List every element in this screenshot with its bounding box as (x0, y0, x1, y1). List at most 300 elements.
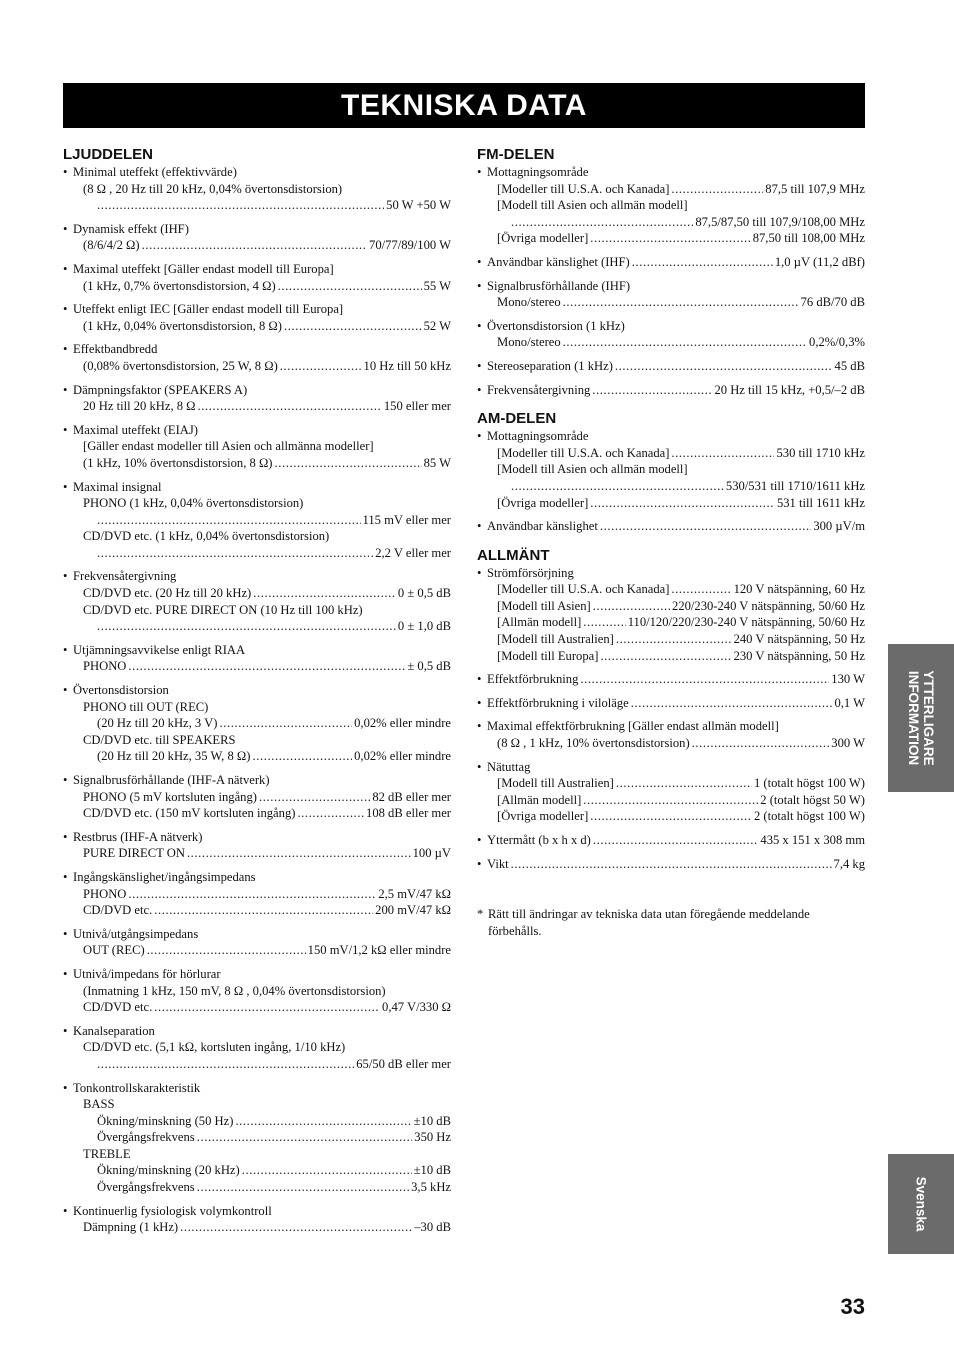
spec-value: 20 Hz till 15 kHz, +0,5/–2 dB (714, 382, 865, 397)
spec-line (477, 759, 865, 776)
spec-value: 0,02% eller mindre (354, 749, 451, 764)
dot-leader (147, 942, 306, 959)
bullet-icon: • (63, 1023, 68, 1038)
spec-value: 220/230-240 V nätspänning, 50/60 Hz (672, 598, 865, 613)
spec-line (477, 382, 865, 399)
spec-line (63, 715, 451, 732)
spec-line (477, 164, 865, 181)
bullet-icon: • (63, 261, 68, 276)
spec-line (63, 358, 451, 375)
dot-leader (280, 358, 362, 375)
spec-line (63, 495, 451, 512)
spec-line (63, 1219, 451, 1236)
dot-leader (219, 715, 352, 732)
spec-value: 530 till 1710 kHz (776, 445, 865, 460)
spec-line (477, 631, 865, 648)
spec-line (63, 341, 451, 358)
spec-line (63, 181, 451, 198)
spec-label: [Modell till Europa] (497, 648, 599, 663)
spec-line (63, 568, 451, 585)
section-heading: AM-DELEN (477, 410, 557, 428)
spec-line (477, 445, 865, 462)
spec-line (63, 278, 451, 295)
spec-item (477, 254, 865, 271)
spec-line (477, 230, 865, 247)
spec-label: [Modell till Australien] (497, 632, 614, 647)
dot-leader (297, 805, 364, 822)
bullet-icon: • (63, 966, 68, 981)
spec-label: Mono/stereo (497, 295, 561, 310)
spec-label: Övertonsdistorsion (1 kHz) (487, 318, 625, 333)
dot-leader (180, 1219, 412, 1236)
spec-value: 350 Hz (414, 1130, 451, 1145)
dot-leader (563, 294, 799, 311)
dot-leader (563, 334, 807, 351)
tab-label-line-1: YTTERLIGARE (921, 670, 936, 766)
spec-label: BASS (83, 1097, 115, 1112)
spec-label: Strömförsörjning (487, 565, 574, 580)
spec-line (477, 856, 865, 873)
bullet-icon: • (63, 773, 68, 787)
spec-label: Maximal uteffekt [Gäller endast modell till Europa] (73, 261, 334, 276)
spec-value: 87,5/87,50 till 107,9/108,00 MHz (695, 214, 865, 229)
spec-value: ± 0,5 dB (407, 659, 451, 674)
spec-value: 110/120/220/230-240 V nätspänning, 50/60 Hz (627, 615, 865, 630)
bullet-icon: • (477, 719, 482, 734)
spec-value: 0,2%/0,3% (809, 335, 865, 350)
footnote-marker: * (477, 907, 484, 922)
spec-item (477, 718, 865, 751)
dot-leader (97, 197, 384, 214)
spec-line (63, 999, 451, 1016)
bullet-icon: • (477, 695, 482, 710)
section-heading: FM-DELEN (477, 146, 555, 163)
dot-leader (154, 999, 380, 1016)
spec-value: 150 eller mer (383, 399, 451, 414)
spec-line (63, 886, 451, 903)
spec-line (477, 461, 865, 478)
spec-item (63, 301, 451, 334)
spec-label: CD/DVD etc. (150 mV kortsluten ingång) (83, 806, 296, 821)
spec-line (63, 748, 451, 765)
spec-label: [Allmän modell] (497, 615, 582, 630)
spec-label: (Inmatning 1 kHz, 150 mV, 8 Ω , 0,04% övertonsdistorsion) (83, 983, 386, 998)
spec-value: 0 ± 1,0 dB (397, 619, 451, 634)
dot-leader (154, 902, 373, 919)
spec-line (63, 658, 451, 675)
bullet-icon: • (63, 479, 68, 494)
dot-leader (631, 695, 833, 712)
spec-line (477, 581, 865, 598)
spec-item (63, 221, 451, 254)
spec-line (63, 1113, 451, 1130)
spec-value: 300 W (831, 736, 865, 751)
spec-label: [Övriga modeller] (497, 495, 589, 510)
section-tab-additional-info (888, 644, 954, 792)
bullet-icon: • (63, 382, 68, 397)
spec-line (477, 478, 865, 495)
spec-item (477, 358, 865, 375)
spec-value: 82 dB eller mer (372, 789, 451, 804)
spec-label: Dämpning (1 kHz) (83, 1220, 179, 1235)
spec-line (63, 301, 451, 318)
spec-line (477, 735, 865, 752)
dot-leader (278, 278, 422, 295)
language-tab (888, 1154, 954, 1254)
spec-value: ±10 dB (413, 1163, 451, 1178)
spec-value: 130 W (831, 672, 865, 687)
spec-label: (20 Hz till 20 kHz, 35 W, 8 Ω) (97, 749, 251, 764)
dot-leader (590, 495, 775, 512)
spec-value: 230 V nätspänning, 50 Hz (733, 648, 865, 663)
dot-leader (580, 671, 829, 688)
spec-item (63, 568, 451, 634)
spec-item (63, 1023, 451, 1073)
spec-label: Utnivå/impedans för hörlurar (73, 966, 221, 981)
spec-line (63, 642, 451, 659)
spec-item (477, 518, 865, 535)
spec-line (477, 808, 865, 825)
spec-line (63, 1146, 451, 1163)
spec-value: 55 W (423, 278, 451, 293)
spec-line (477, 214, 865, 231)
spec-value: 0,1 W (834, 695, 865, 710)
spec-line (63, 1056, 451, 1073)
spec-line (477, 648, 865, 665)
bullet-icon: • (477, 672, 482, 687)
spec-label: CD/DVD etc. (83, 1000, 153, 1015)
dot-leader (632, 254, 773, 271)
spec-value: ±10 dB (413, 1113, 451, 1128)
spec-line (477, 671, 865, 688)
spec-label: Dämpningsfaktor (SPEAKERS A) (73, 382, 248, 397)
spec-value: 7,4 kg (833, 856, 865, 871)
footnote-line-2: förbehålls. (488, 923, 542, 938)
spec-value: 531 till 1611 kHz (776, 495, 865, 510)
spec-label: [Modeller till U.S.A. och Kanada] (497, 445, 670, 460)
spec-label: Maximal uteffekt (EIAJ) (73, 422, 198, 437)
spec-item (477, 832, 865, 849)
spec-line (63, 512, 451, 529)
spec-label: Ökning/minskning (20 kHz) (97, 1163, 240, 1178)
dot-leader (142, 237, 367, 254)
bullet-icon: • (63, 829, 68, 844)
spec-line (477, 428, 865, 445)
spec-label: CD/DVD etc. (20 Hz till 20 kHz) (83, 586, 252, 601)
spec-value: 120 V nätspänning, 60 Hz (733, 582, 865, 597)
spec-label: Övertonsdistorsion (73, 683, 169, 698)
spec-label: CD/DVD etc. (1 kHz, 0,04% övertonsdistorsion) (83, 529, 330, 544)
dot-leader (284, 318, 422, 335)
spec-line (477, 598, 865, 615)
spec-label: Utjämningsavvikelse enligt RIAA (73, 642, 246, 657)
spec-line (63, 732, 451, 749)
spec-line (63, 422, 451, 439)
spec-line (477, 278, 865, 295)
spec-label: TREBLE (83, 1146, 131, 1161)
spec-label: (20 Hz till 20 kHz, 3 V) (97, 716, 218, 731)
spec-label: [Modeller till U.S.A. och Kanada] (497, 181, 670, 196)
dot-leader (615, 358, 833, 375)
bullet-icon: • (63, 165, 68, 179)
spec-line (63, 983, 451, 1000)
spec-line (63, 398, 451, 415)
bullet-icon: • (63, 221, 68, 236)
dot-leader (252, 748, 352, 765)
bullet-icon: • (477, 565, 482, 580)
spec-line (477, 181, 865, 198)
spec-line (63, 1023, 451, 1040)
spec-line (63, 1080, 451, 1097)
spec-value: 2,5 mV/47 kΩ (378, 886, 451, 901)
spec-label: CD/DVD etc. (83, 903, 153, 918)
spec-line (477, 614, 865, 631)
spec-value: 3,5 kHz (411, 1180, 451, 1195)
dot-leader (97, 1056, 354, 1073)
spec-line (63, 528, 451, 545)
spec-line (477, 197, 865, 214)
spec-item (63, 926, 451, 959)
dot-leader (187, 845, 411, 862)
spec-line (63, 1162, 451, 1179)
spec-line (63, 845, 451, 862)
spec-label: [Allmän modell] (497, 792, 582, 807)
spec-item (63, 479, 451, 562)
page-number: 33 (840, 1294, 865, 1319)
spec-line (477, 718, 865, 735)
spec-label: PHONO (83, 886, 127, 901)
spec-item (63, 341, 451, 374)
spec-item (477, 695, 865, 712)
spec-label: (8/6/4/2 Ω) (83, 238, 140, 253)
spec-line (63, 699, 451, 716)
bullet-icon: • (477, 382, 482, 397)
spec-value: 115 mV eller mer (362, 512, 451, 527)
spec-label: Effektförbrukning i viloläge (487, 695, 629, 710)
spec-value: 85 W (423, 455, 451, 470)
spec-value: 2,2 V eller mer (375, 545, 451, 560)
spec-item (63, 772, 451, 822)
bullet-icon: • (477, 856, 482, 871)
spec-label: Mottagningsområde (487, 429, 589, 444)
dot-leader (198, 398, 382, 415)
bullet-icon: • (63, 302, 68, 317)
spec-value: 87,50 till 108,00 MHz (752, 231, 865, 246)
spec-label: [Övriga modeller] (497, 231, 589, 246)
spec-line (63, 1179, 451, 1196)
spec-label: (1 kHz, 10% övertonsdistorsion, 8 Ω) (83, 455, 273, 470)
spec-line (477, 495, 865, 512)
spec-line (63, 1039, 451, 1056)
spec-item (63, 966, 451, 1016)
spec-label: [Modeller till U.S.A. och Kanada] (497, 582, 670, 597)
spec-line (63, 164, 451, 181)
spec-label: Användbar känslighet (IHF) (487, 254, 630, 269)
spec-label: Mottagningsområde (487, 165, 589, 179)
spec-label: Utnivå/utgångsimpedans (73, 926, 199, 941)
spec-item (477, 428, 865, 511)
spec-label: PHONO (5 mV kortsluten ingång) (83, 789, 257, 804)
spec-value: 1 (totalt högst 100 W) (753, 776, 865, 791)
spec-value: 100 µV (412, 846, 451, 861)
dot-leader (616, 775, 752, 792)
spec-line (63, 902, 451, 919)
dot-leader (128, 886, 376, 903)
spec-line (477, 792, 865, 809)
spec-line (477, 318, 865, 335)
spec-item (63, 829, 451, 862)
spec-label: Frekvensåtergivning (73, 569, 177, 584)
spec-line (477, 775, 865, 792)
spec-line (477, 358, 865, 375)
spec-item (63, 1203, 451, 1236)
spec-item (63, 382, 451, 415)
spec-label: [Gäller endast modeller till Asien och allmänna modeller] (83, 439, 374, 454)
spec-line (63, 545, 451, 562)
spec-value: 0,47 V/330 Ω (382, 1000, 451, 1015)
spec-item (63, 642, 451, 675)
spec-item (477, 856, 865, 873)
dot-leader (511, 214, 693, 231)
spec-item (63, 422, 451, 472)
dot-leader (583, 792, 758, 809)
spec-line (63, 682, 451, 699)
footnote-line-1: Rätt till ändringar av tekniska data utan föregående meddelande (488, 907, 810, 922)
spec-label: (1 kHz, 0,04% övertonsdistorsion, 8 Ω) (83, 318, 282, 333)
spec-label: 20 Hz till 20 kHz, 8 Ω (83, 399, 196, 414)
spec-label: Frekvensåtergivning (487, 382, 591, 397)
dot-leader (671, 181, 763, 198)
spec-value: 108 dB eller mer (366, 806, 451, 821)
spec-line (63, 1096, 451, 1113)
spec-value: 1,0 µV (11,2 dBf) (774, 254, 865, 269)
bullet-icon: • (477, 519, 482, 534)
spec-label: Mono/stereo (497, 335, 561, 350)
spec-label: PHONO till OUT (REC) (83, 699, 209, 714)
spec-line (63, 618, 451, 635)
spec-label: Användbar känslighet (487, 519, 598, 534)
spec-label: Effektförbrukning (487, 672, 579, 687)
bullet-icon: • (63, 342, 68, 357)
spec-label: PURE DIRECT ON (83, 846, 185, 861)
spec-line (63, 602, 451, 619)
spec-label: Ökning/minskning (50 Hz) (97, 1113, 234, 1128)
dot-leader (235, 1113, 411, 1130)
spec-label: OUT (REC) (83, 943, 145, 958)
spec-label: Stereoseparation (1 kHz) (487, 358, 613, 373)
spec-line (63, 221, 451, 238)
spec-label: [Övriga modeller] (497, 809, 589, 824)
spec-item (477, 318, 865, 351)
spec-value: 240 V nätspänning, 50 Hz (733, 632, 865, 647)
bullet-icon: • (63, 422, 68, 437)
page-title: TEKNISKA DATA (63, 83, 865, 128)
spec-label: Minimal uteffekt (effektivvärde) (73, 165, 237, 179)
bullet-icon: • (63, 1203, 68, 1218)
spec-item (477, 565, 865, 665)
spec-label: (0,08% övertonsdistorsion, 25 W, 8 Ω) (83, 358, 278, 373)
spec-label: (8 Ω , 20 Hz till 20 kHz, 0,04% övertonsdistorsion) (83, 181, 343, 196)
spec-line (63, 318, 451, 335)
spec-line (63, 966, 451, 983)
spec-value: 2 (totalt högst 100 W) (753, 809, 865, 824)
dot-leader (197, 1129, 413, 1146)
spec-label: Uteffekt enligt IEC [Gäller endast modell till Europa] (73, 302, 344, 317)
spec-line (477, 294, 865, 311)
spec-label: CD/DVD etc. PURE DIRECT ON (10 Hz till 100 kHz) (83, 602, 363, 617)
spec-item (477, 671, 865, 688)
dot-leader (671, 581, 731, 598)
spec-label: [Modell till Asien och allmän modell] (497, 198, 688, 213)
dot-leader (253, 585, 396, 602)
spec-label: (1 kHz, 0,7% övertonsdistorsion, 4 Ω) (83, 278, 276, 293)
spec-label: Övergångsfrekvens (97, 1180, 195, 1195)
dot-leader (128, 658, 405, 675)
spec-value: 150 mV/1,2 kΩ eller mindre (307, 943, 451, 958)
section-heading: ALLMÄNT (477, 546, 550, 564)
spec-value: 0,02% eller mindre (354, 716, 451, 731)
spec-line (63, 1129, 451, 1146)
spec-line (63, 585, 451, 602)
bullet-icon: • (477, 318, 482, 333)
dot-leader (97, 512, 361, 529)
dot-leader (600, 518, 811, 535)
dot-leader (259, 789, 370, 806)
bullet-icon: • (477, 165, 482, 179)
bullet-icon: • (477, 833, 482, 847)
bullet-icon: • (477, 278, 482, 293)
spec-label: Ingångskänslighet/ingångsimpedans (73, 869, 256, 884)
spec-line (63, 829, 451, 846)
spec-line (477, 695, 865, 712)
dot-leader (590, 808, 752, 825)
spec-line (477, 254, 865, 271)
spec-item (63, 682, 451, 765)
dot-leader (511, 856, 832, 873)
right-column (477, 146, 865, 939)
spec-value: 87,5 till 107,9 MHz (765, 181, 865, 196)
dot-leader (592, 382, 712, 399)
bullet-icon: • (63, 642, 68, 657)
spec-item (477, 759, 865, 825)
spec-line (63, 479, 451, 496)
spec-label: PHONO (83, 659, 127, 674)
bullet-icon: • (63, 869, 68, 884)
dot-leader (671, 445, 774, 462)
dot-leader (590, 230, 750, 247)
spec-line (63, 805, 451, 822)
dot-leader (593, 832, 759, 849)
spec-line (63, 237, 451, 254)
spec-line (63, 772, 451, 789)
left-column (63, 146, 451, 1243)
tab-label-line-2: INFORMATION (906, 670, 921, 766)
spec-value: 76 dB/70 dB (800, 295, 865, 310)
spec-label: Maximal effektförbrukning [Gäller endast allmän modell] (487, 719, 779, 734)
spec-value: 300 µV/m (813, 519, 865, 534)
dot-leader (616, 631, 732, 648)
spec-label: (8 Ω , 1 kHz, 10% övertonsdistorsion) (497, 736, 690, 751)
dot-leader (511, 478, 724, 495)
spec-value: 10 Hz till 50 kHz (363, 358, 451, 373)
spec-label: [Modell till Asien] (497, 598, 591, 613)
spec-label: Signalbrusförhållande (IHF-A nätverk) (73, 773, 270, 787)
spec-value: 2 (totalt högst 50 W) (760, 792, 865, 807)
dot-leader (593, 598, 670, 615)
spec-item (63, 164, 451, 214)
spec-value: 45 dB (834, 358, 865, 373)
spec-label: Yttermått (b x h x d) (487, 833, 591, 847)
